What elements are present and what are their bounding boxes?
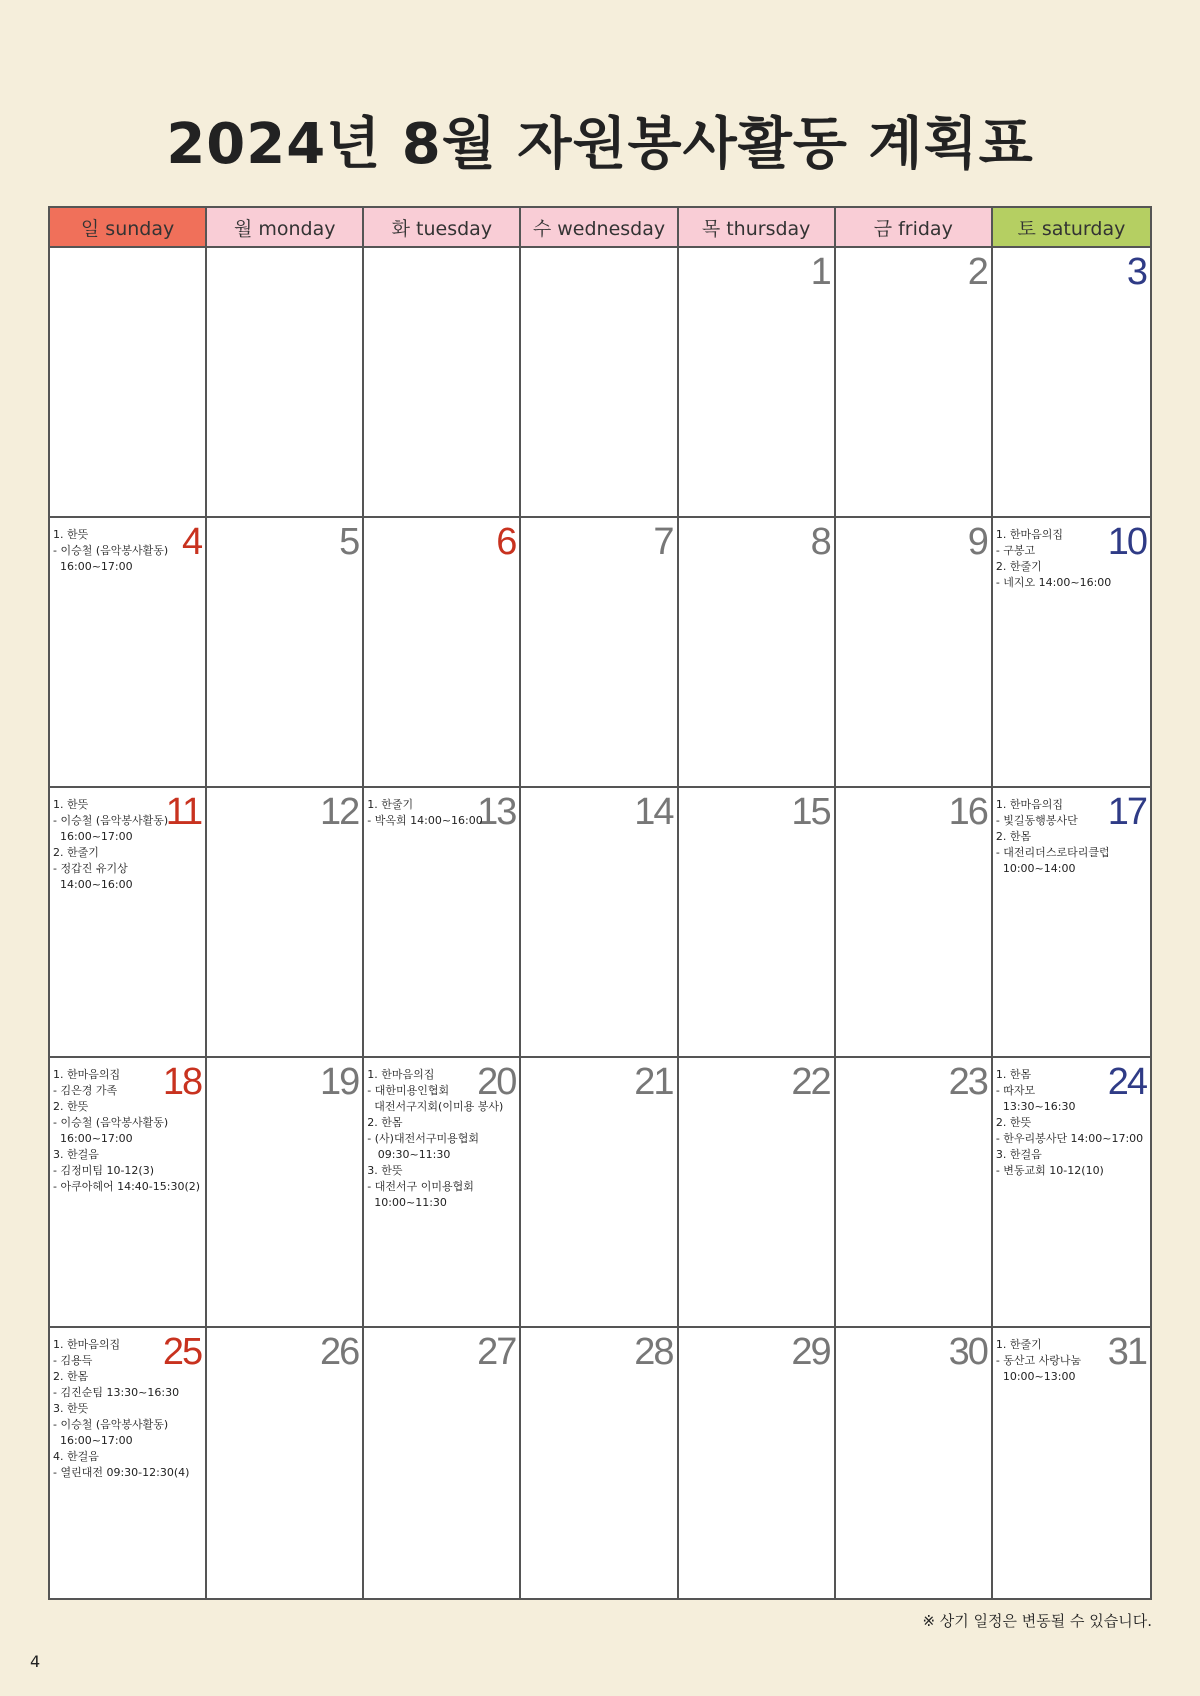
- calendar-day-cell: [679, 518, 836, 788]
- day-events: 1. 한마음의집 - 빛길동행봉사단 2. 한몸 - 대전리더스로타리클럽 10:00~14:00: [995, 798, 1110, 875]
- day-number: 26: [320, 1331, 359, 1373]
- day-events: 1. 한마음의집 - 김은경 가족 2. 한뜻 - 이승철 (음악봉사활동) 16:00~17:00 3. 한걸음 - 김정미팀 10-12(3) - 아쿠아헤어 14:40-15:30(2): [53, 1068, 201, 1193]
- day-header-1: 월 monday: [207, 208, 364, 248]
- day-number: 1: [810, 251, 830, 293]
- day-header-0: 일 sunday: [50, 208, 207, 248]
- calendar-day-cell: [521, 788, 678, 1058]
- calendar-day-cell: [50, 1328, 207, 1598]
- calendar-day-cell: [679, 1058, 836, 1328]
- calendar-day-cell: [207, 788, 364, 1058]
- day-header-3: 수 wednesday: [521, 208, 678, 248]
- calendar-day-cell: [836, 248, 993, 518]
- calendar-day-cell: [993, 518, 1150, 788]
- day-number: 13: [477, 791, 516, 833]
- day-number: 8: [810, 521, 830, 563]
- day-events: 1. 한마음의집 - 대한미용인협회 대전서구지회(이미용 봉사) 2. 한몸 - (사)대전서구미용협회 09:30~11:30 3. 한뜻 - 대전서구 이미용협회 10:00~11:30: [367, 1068, 504, 1209]
- calendar-day-cell: [364, 788, 521, 1058]
- day-number: 4: [182, 521, 202, 563]
- calendar-day-cell: [364, 518, 521, 788]
- day-number: 22: [791, 1061, 830, 1103]
- day-header-2: 화 tuesday: [364, 208, 521, 248]
- day-header-5: 금 friday: [836, 208, 993, 248]
- day-number: 2: [967, 251, 987, 293]
- calendar-day-cell: [50, 788, 207, 1058]
- day-number: 27: [477, 1331, 516, 1373]
- day-number: 19: [320, 1061, 359, 1103]
- day-number: 17: [1107, 791, 1146, 833]
- day-number: 6: [496, 521, 516, 563]
- page-number: 4: [30, 1652, 41, 1671]
- day-events: 1. 한마음의집 - 김용득 2. 한몸 - 김진순팀 13:30~16:30 3. 한뜻 - 이승철 (음악봉사활동) 16:00~17:00 4. 한걸음 - 열린대전 09:30-12:30(4): [53, 1338, 190, 1479]
- calendar-day-cell: [679, 1328, 836, 1598]
- day-header-6: 토 saturday: [993, 208, 1150, 248]
- calendar-day-cell: [207, 248, 364, 518]
- day-number: 15: [791, 791, 830, 833]
- day-number: 31: [1107, 1331, 1146, 1373]
- day-number: 12: [320, 791, 359, 833]
- calendar-day-cell: [364, 248, 521, 518]
- day-number: 24: [1107, 1061, 1146, 1103]
- day-number: 25: [162, 1331, 202, 1373]
- footnote: ※ 상기 일정은 변동될 수 있습니다.: [922, 1612, 1152, 1630]
- day-number: 20: [477, 1061, 516, 1103]
- day-number: 3: [1126, 251, 1146, 293]
- calendar-day-cell: [364, 1058, 521, 1328]
- calendar-day-cell: [207, 1328, 364, 1598]
- calendar-day-cell: [521, 518, 678, 788]
- day-number: 16: [948, 791, 987, 833]
- calendar-day-cell: [993, 788, 1150, 1058]
- calendar-day-cell: [836, 518, 993, 788]
- calendar-day-cell: [521, 248, 678, 518]
- day-number: 14: [634, 791, 673, 833]
- day-events: 1. 한줄기 - 동산고 사랑나눔 10:00~13:00: [995, 1338, 1082, 1383]
- calendar-day-cell: [836, 1058, 993, 1328]
- calendar-day-cell: [679, 788, 836, 1058]
- calendar-day-cell: [50, 1058, 207, 1328]
- calendar-day-cell: [50, 518, 207, 788]
- day-number: 10: [1107, 521, 1146, 563]
- day-number: 18: [162, 1061, 202, 1103]
- calendar-day-cell: [993, 248, 1150, 518]
- day-header-4: 목 thursday: [679, 208, 836, 248]
- day-number: 7: [653, 521, 673, 563]
- day-number: 23: [948, 1061, 987, 1103]
- day-number: 30: [948, 1331, 987, 1373]
- calendar-day-cell: [993, 1328, 1150, 1598]
- calendar-day-cell: [207, 518, 364, 788]
- calendar-grid: [48, 206, 1152, 1600]
- day-events: 1. 한뜻 - 이승철 (음악봉사활동) 16:00~17:00: [53, 528, 169, 573]
- calendar-day-cell: [364, 1328, 521, 1598]
- day-number: 11: [165, 791, 202, 833]
- calendar-day-cell: [836, 788, 993, 1058]
- day-number: 29: [791, 1331, 830, 1373]
- day-events: 1. 한줄기 - 박옥희 14:00~16:00: [367, 798, 483, 827]
- day-number: 28: [634, 1331, 673, 1373]
- day-events: 1. 한뜻 - 이승철 (음악봉사활동) 16:00~17:00 2. 한줄기 - 정갑진 유기상 14:00~16:00: [53, 798, 169, 891]
- day-events: 1. 한마음의집 - 구봉고 2. 한줄기 - 네지오 14:00~16:00: [995, 528, 1112, 589]
- calendar-day-cell: [993, 1058, 1150, 1328]
- calendar-day-cell: [679, 248, 836, 518]
- day-events: 1. 한몸 - 따자모 13:30~16:30 2. 한뜻 - 한우리봉사단 14:00~17:00 3. 한걸음 - 변동교회 10-12(10): [995, 1068, 1144, 1177]
- calendar-day-cell: [836, 1328, 993, 1598]
- page-title: 2024년 8월 자원봉사활동 계획표: [166, 112, 1034, 177]
- calendar-day-cell: [521, 1058, 678, 1328]
- calendar-day-cell: [521, 1328, 678, 1598]
- day-number: 5: [339, 521, 359, 563]
- calendar-day-cell: [207, 1058, 364, 1328]
- day-number: 9: [967, 521, 987, 563]
- calendar-day-cell: [50, 248, 207, 518]
- day-number: 21: [634, 1061, 673, 1103]
